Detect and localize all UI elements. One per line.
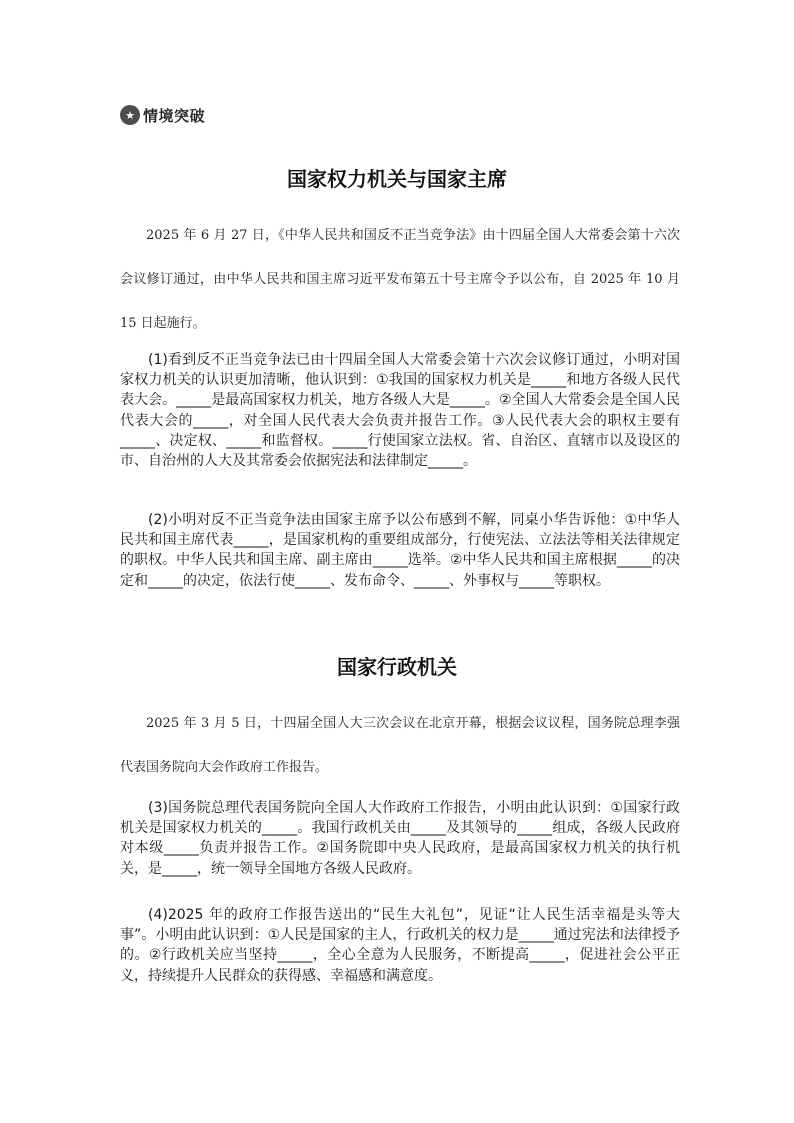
question-1: (1)看到反不正当竞争法已由十四届全国人大常委会第十六次会议修订通过，小明对国家权力机关的认识更加清晰，他认识到：①我国的国家权力机关是_____和地方各级人民代表大会。_____是最高国家权力机关，地方各级人大是_____。②全国人大常委会是全国人民代表大会的_____，对全国人民代表大会负责并报告工作。③人民代表大会的职权主要有_____、决定权、_____和监督权。_____行使国家立法权。省、自治区、直辖市以及设区的市、自治州的人大及其常委会依据宪法和法律制定_____。: [120, 352, 680, 470]
badge-label: 情境突破: [143, 106, 206, 125]
section2-title: 国家行政机关: [337, 655, 457, 679]
section-badge: [120, 104, 205, 126]
question-4: (4)2025 年的政府工作报告送出的“民生大礼包”，见证“让人民生活幸福是头等大事”。小明由此认识到：①人民是国家的主人，行政机关的权力是_____通过宪法和法律授予的。②行政机关应当坚持_____，全心全意为人民服务，不断提高_____，促进社会公平正义，持续提升人民群众的获得感、幸福感和满意度。: [120, 907, 680, 984]
section2-quote: 2025 年 3 月 5 日，十四届全国人大三次会议在北京开幕，根据会议议程，国务院总理李强代表国务院向大会作政府工作报告。: [120, 716, 680, 775]
question-2: (2)小明对反不正当竞争法由国家主席予以公布感到不解，同桌小华告诉他：①中华人民共和国主席代表_____，是国家机构的重要组成部分，行使宪法、立法法等相关法律规定的职权。中华人民共和国主席、副主席由_____选举。②中华人民共和国主席根据_____的决定和_____的决定，依法行使_____、发布命令、_____、外事权与_____等职权。: [120, 512, 680, 589]
star-badge-icon: ★: [120, 105, 140, 125]
question-3: (3)国务院总理代表国务院向全国人大作政府工作报告，小明由此认识到：①国家行政机关是国家权力机关的_____。我国行政机关由_____及其领导的_____组成，各级人民政府对本级_____负责并报告工作。②国务院即中央人民政府，是最高国家权力机关的执行机关，是_____，统一领导全国地方各级人民政府。: [120, 800, 680, 877]
section1-quote: 2025 年 6 月 27 日，《中华人民共和国反不正当竞争法》由十四届全国人大常委会第十六次会议修订通过，由中华人民共和国主席习近平发布第五十号主席令予以公布，自 2025 年 10 月 15 日起施行。: [120, 228, 680, 331]
section1-title: 国家权力机关与国家主席: [287, 167, 507, 191]
